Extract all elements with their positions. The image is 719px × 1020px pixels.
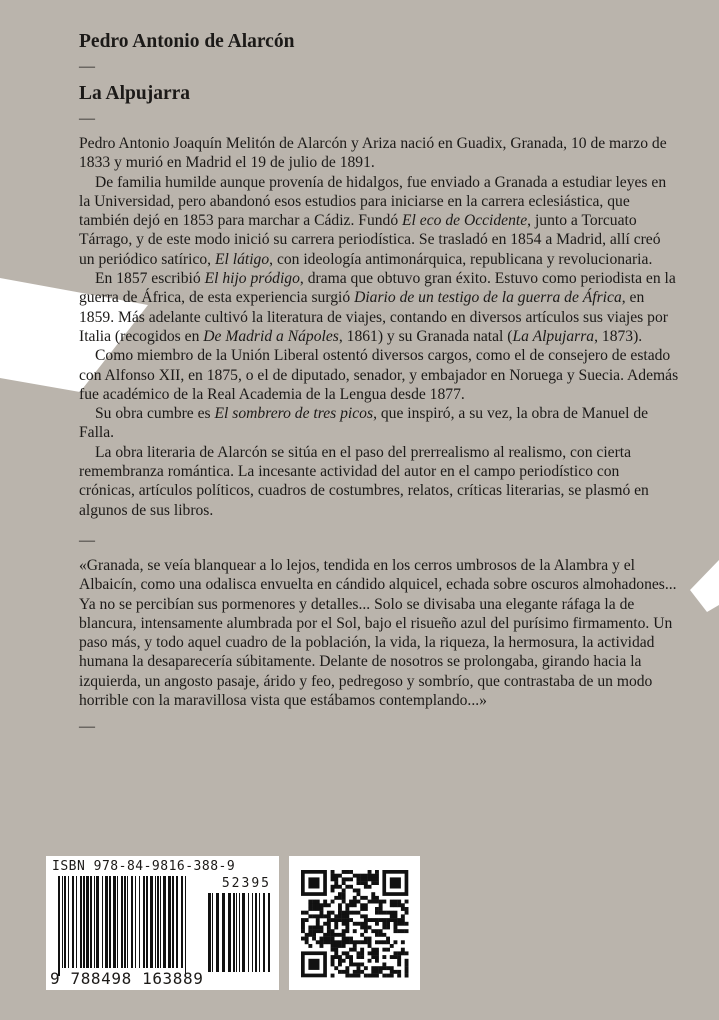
separator-dash: — [79, 531, 95, 549]
bio-paragraph: Pedro Antonio Joaquín Melitón de Alarcón y Ariza nació en Guadix, Granada, 10 de marzo de 1833 y murió en Madrid el 19 de julio de 1891. [79, 135, 667, 172]
book-excerpt-quote: «Granada, se veía blanquear a lo lejos, tendida en los cerros umbrosos de la Alambra y el Albaicín, como una odalisca envuelta en cándido alquicel, echada sobre oscuros almohadones... Ya no se percibían sus pormenores y detalles... Solo se divisaba una elegante ráfaga la de blancura, intensamente alumbrada por el Sol, bajo el risueño azul del purísimo firmamento. Un paso más, y todo aquel cuadro de la población, la vida, la riqueza, la hermosura, la actividad humana la desaparecería súbitamente. Delante de nosotros se prolongaba, girando hacia la izquierda, un angosto pasaje, árido y feo, pedregoso y sombrío, que contrastaba de un modo horrible con la maravillosa vista que estábamos contemplando...» [79, 556, 677, 710]
barcode-addon: 52395 [221, 876, 271, 891]
isbn-label: ISBN 978-84-9816-388-9 [52, 859, 236, 874]
separator-dash: — [79, 718, 95, 736]
bio-paragraph: En 1857 escribió El hijo pródigo, drama que obtuvo gran éxito. Estuvo como periodista en la guerra de África, de esta experiencia surgió Diario de un testigo de la guerra de África, en 1859. Más adelante cultivó la literatura de viajes, contando en diversos artículos sus viajes por Italia (recogidos en De Madrid a Nápoles, 1861) y su Granada natal (La Alpujarra, 1873). [79, 270, 676, 345]
bio-paragraph: Su obra cumbre es El sombrero de tres picos, que inspiró, a su vez, la obra de Manuel de Falla. [79, 405, 649, 442]
bio-paragraph: La obra literaria de Alarcón se sitúa en el paso del prerrealismo al realismo, con cierta remembranza romántica. La incesante actividad del autor en el campo periodístico con crónicas, artículos políticos, cuadros de costumbres, relatos, críticas literarias, se plasmó en algunos de sus libros. [79, 443, 649, 519]
white-shard-right [690, 560, 719, 612]
qr-code [289, 856, 420, 990]
separator-dash: — [79, 110, 95, 127]
ean-digits: 9 788498 163889 [50, 969, 204, 988]
author-name: Pedro Antonio de Alarcón [79, 31, 295, 52]
back-cover-text [79, 30, 679, 742]
bio-paragraph: De familia humilde aunque provenía de hidalgos, fue enviado a Granada a estudiar leyes en la Universidad, pero abandonó esos estudios para iniciarse en la carrera eclesiástica, que también dejó en 1853 para marchar a Cádiz. Fundó El eco de Occidente, junto a Torcuato Tárrago, y de este modo inició su carrera periodística. Se trasladó en 1854 a Madrid, allí creó un periódico satírico, El látigo, con ideología antimonárquica, republicana y revolucionaria. [79, 173, 667, 268]
bio-paragraph: Como miembro de la Unión Liberal ostentó diversos cargos, como el de consejero de estado con Alfonso XII, en 1875, o el de diputado, senador, y embajador en Noruega y Suecia. Además fue académico de la Real Academia de la Lengua desde 1877. [79, 347, 679, 403]
separator-dash: — [79, 58, 95, 75]
qr-code-icon [289, 856, 420, 990]
isbn-barcode [46, 856, 279, 990]
author-biography [79, 134, 679, 520]
book-title: La Alpujarra [79, 83, 191, 104]
